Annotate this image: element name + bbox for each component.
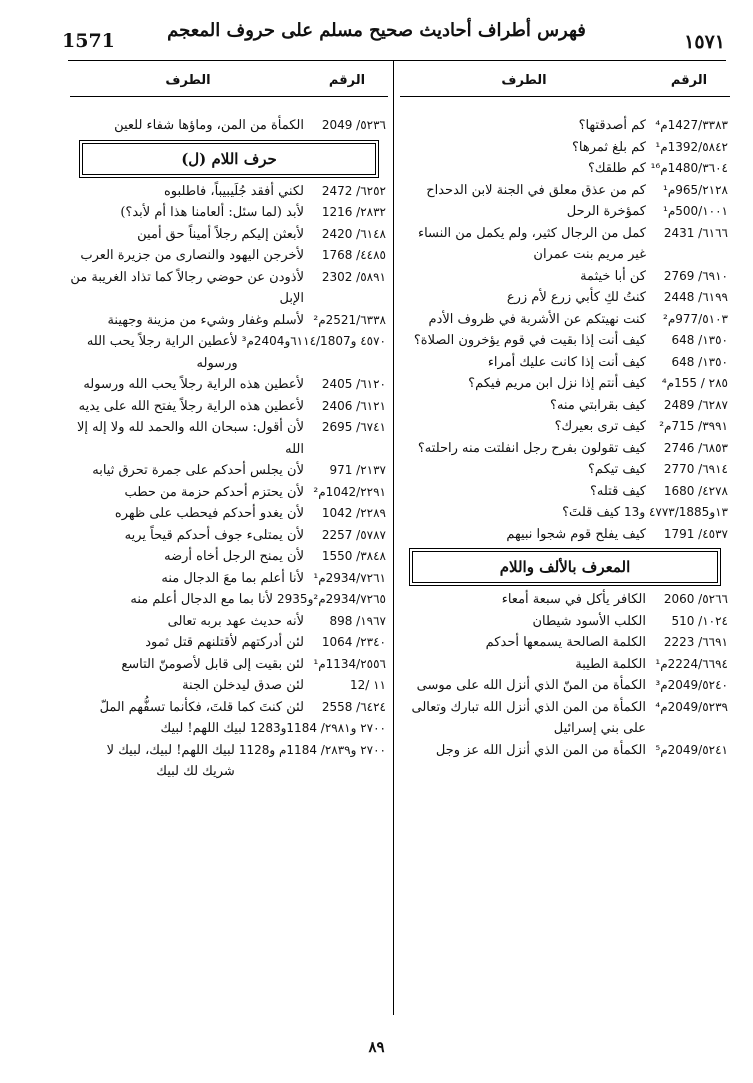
section-heading: حرف اللام (ل) [82, 143, 376, 175]
entry-number: ١٣٥٠/ 648 [671, 354, 728, 369]
page-footer-number: ٨٩ [368, 1038, 385, 1056]
entry-number: ٢١٢٨/965م¹ [663, 182, 728, 197]
entry-text: كيف أنتم إذا نزل ابن مريم فيكم؟ [468, 376, 646, 391]
entry-number: ٥٨٩١/ 2302 [321, 269, 386, 284]
entry-number: ٦٢٥٢/ 2472 [321, 183, 386, 198]
entry-text: كمؤخرة الرحل [566, 204, 646, 219]
entry-text: الكمأة من المن الذي أنزل الله تبارك وتعالى على بني إسرائيل [411, 699, 646, 736]
index-entry [400, 589, 730, 611]
entry-number: ١٩٦٧/ 898 [329, 613, 386, 628]
entry-number: ٢٢٨٩/ 1042 [321, 506, 386, 520]
index-entry [400, 330, 730, 352]
entry-number: ٥٧٨٧/ 2257 [321, 527, 386, 542]
index-entry [70, 525, 388, 547]
entry-number: ٢٨٥ / 155م⁴ [661, 376, 728, 390]
page-header [0, 0, 753, 64]
running-title: فهرس أطراف أحاديث صحيح مسلم على حروف المعجم [167, 20, 586, 41]
entry-number: ٦٧٤١/ 2695 [321, 420, 386, 434]
index-entry [70, 181, 388, 203]
index-entry [400, 697, 730, 740]
entry-number: ٢٧٠٠ و٢٩٨١/ 1184و1283 [250, 721, 386, 735]
index-entry [400, 611, 730, 633]
entry-number: ٧٢٦١/2934م¹ [313, 570, 386, 585]
text-heading: الطرف [165, 72, 211, 88]
entry-text: لأن يغدو أحدكم فيحطب على ظهره [114, 506, 304, 521]
index-entry [70, 202, 388, 224]
header-rule [68, 60, 726, 61]
column-headings [400, 64, 730, 97]
entry-number: ٣٨٤٨/ 1550 [321, 549, 386, 563]
index-entry [70, 224, 388, 246]
entry-number: ٦١٢٠/ 2405 [321, 377, 386, 391]
entry-text: كيف ترى بعيرك؟ [554, 419, 646, 434]
index-entry [70, 503, 388, 525]
entry-number: ٢٥٥٦/1134م¹ [313, 656, 386, 671]
entry-number: ٦٢٨٧/ 2489 [663, 397, 728, 412]
entry-number: ٥٨٤٢/1392م¹ [655, 139, 728, 154]
entry-text: كم طلقك؟ [587, 161, 646, 176]
entry-number: ٦١٢١/ 2406 [321, 398, 386, 413]
index-entry [70, 460, 388, 482]
entry-text: لأنه حديث عهد بربه تعالى [167, 613, 304, 629]
index-entry [400, 740, 730, 762]
index-entry [70, 546, 388, 568]
index-entry [70, 740, 388, 783]
entry-text: الكلب الأسود شيطان [532, 613, 646, 629]
entry-number: ٤٥٣٧/ 1791 [663, 526, 728, 541]
index-entry [400, 287, 730, 309]
entry-number: ٤٤٨٥/ 1768 [321, 248, 386, 262]
entry-number: ٥١٠٣/977م² [663, 311, 728, 326]
entry-number: ٢٧٠٠ و٢٨٣٩/ 1184م و1128 [238, 742, 386, 757]
entry-text: لبيك اللهم! لبيك [160, 721, 247, 736]
entry-number: ١٠٠١/500م¹ [663, 204, 728, 218]
entry-number: ٦٩١٤/ 2770 [663, 462, 728, 476]
entry-text: كيف يفلح قوم شجوا نبيهم [506, 526, 646, 542]
index-entry [70, 245, 388, 267]
index-entry [70, 267, 388, 310]
entry-text: لأنا بما مع الدجال أعلم منه [130, 592, 274, 607]
entry-text: كيف قلتَ؟ [562, 505, 621, 520]
entry-number: ٦٨٥٣/ 2746 [663, 440, 728, 455]
index-entry [70, 482, 388, 504]
entry-number: ٦١٤٨/ 2420 [321, 226, 386, 241]
column-headings [70, 64, 388, 97]
number-heading: الرقم [670, 72, 708, 88]
entry-text: الكمأة من المن، وماؤها شفاء للعين [114, 118, 304, 133]
entry-number: ٦٤٢٤/ 2558 [321, 699, 386, 714]
entry-number: ٦٦٩٤/2224م¹ [655, 656, 728, 671]
entry-text: لأن يحتزم أحدكم حزمة من حطب [124, 484, 304, 500]
column-divider [393, 60, 394, 1015]
index-entry [400, 266, 730, 288]
entry-text: لئن صدق ليدخلن الجنة [182, 678, 304, 693]
text-heading: الطرف [501, 72, 547, 88]
left-column [70, 64, 388, 783]
entry-number: ٢١٣٧/ 971 [329, 463, 386, 477]
entry-text: كم بلغ ثمرها؟ [572, 139, 646, 155]
index-entry [400, 459, 730, 481]
entry-number: ٦٦٩١/ 2223 [663, 635, 728, 649]
index-entry [400, 201, 730, 223]
entry-number: ٣٣٨٣/1427م⁴ [655, 118, 728, 132]
entry-text: لأن يمتلىء جوف أحدكم قيحاً يريه [124, 527, 304, 543]
entry-text: لبيك اللهم! لبيك، لبيك لا شريك لك لبيك [106, 742, 235, 779]
page-number-arabic: ١٥٧١ [684, 31, 725, 53]
index-entry [70, 611, 388, 633]
entry-number: ٦٣٣٨/2521م² [313, 312, 386, 327]
entry-text: الكلمة الصالحة يسمعها أحدكم [485, 635, 646, 650]
page-number-latin: 1571 [62, 30, 115, 52]
index-entry [400, 115, 730, 137]
entry-number: ٥٢٣٦/ 2049 [321, 118, 386, 132]
index-entry [400, 352, 730, 374]
entry-text: كيف قتله؟ [589, 483, 646, 499]
index-entry [70, 417, 388, 460]
entry-text: لأبد (لما سئل: ألعامنا هذا أم لأبد؟) [120, 205, 304, 220]
index-entry [70, 331, 388, 374]
entry-text: لأن أقول: سبحان الله والحمد لله ولا إله إلا الله [76, 420, 304, 457]
entry-number: ٢٢٩١/1042م² [313, 484, 386, 499]
index-entry [400, 416, 730, 438]
index-entry [70, 568, 388, 590]
index-entry [400, 438, 730, 460]
entry-number: ٥٢٤١/2049م⁵ [655, 742, 728, 757]
entry-text: لأبعثن إليكم رجلاً أميناً حق أمين [137, 226, 304, 242]
index-entry [400, 158, 730, 180]
index-entry [70, 697, 388, 719]
entry-number: ٣٦٠٤/1480م¹⁶ [650, 161, 728, 175]
entry-text: لأعطين هذه الراية رجلاً يحب الله ورسوله [83, 377, 304, 392]
entry-number: ٥٢٤٠/2049م³ [655, 678, 728, 692]
index-entry [400, 395, 730, 417]
entry-text: كم من عذق معلق في الجنة لابن الدحداح [426, 182, 646, 198]
entry-number: ١٠٢٤/ 510 [671, 613, 728, 628]
entry-number: ٢٨٣٢/ 1216 [321, 205, 386, 219]
index-entry [400, 632, 730, 654]
entry-text: كن أبا خيثمة [580, 268, 646, 284]
entry-text: لأذودن عن حوضي رجالاً كما تذاد الغريبة من الإبل [70, 269, 304, 306]
entry-text: لأخرجن اليهود والنصارى من جزيرة العرب [80, 248, 304, 263]
entry-number: ١١ /12 [349, 678, 386, 692]
index-entry [400, 524, 730, 546]
index-entry [400, 373, 730, 395]
entry-number: ٤٥٧٠ و٦١١٤/1807و2404م³ [241, 334, 386, 348]
entry-number: ٦٩١٠/ 2769 [663, 268, 728, 283]
entry-text: لئن بقيت إلى قابل لأصومنّ التاسع [121, 656, 304, 672]
right-column [400, 64, 730, 761]
index-entry [70, 632, 388, 654]
entry-text: الكافر يأكل في سبعة أمعاء [501, 592, 646, 607]
entry-number: ٥٢٣٩/2049م⁴ [655, 699, 728, 714]
index-entry [400, 223, 730, 266]
entry-text: لكني أفقد جُلَيبيباً، فاطلبوه [164, 183, 304, 199]
entry-text: لأعطين الراية رجلاً يحب الله ورسوله [86, 334, 238, 371]
index-entry [400, 502, 730, 524]
entry-number: ١٣٥٠/ 648 [671, 333, 728, 347]
index-entry [70, 654, 388, 676]
entry-text: لأعطين هذه الراية رجلاً يفتح الله على يديه [78, 398, 304, 414]
index-entry [400, 137, 730, 159]
entry-text: كيف بقرابتي منه؟ [550, 397, 646, 413]
number-heading: الرقم [328, 72, 366, 88]
entry-number: ٦١٦٦/ 2431 [663, 225, 728, 240]
index-entry [400, 180, 730, 202]
entry-text: لأن يجلس أحدكم على جمرة تحرق ثيابه [92, 463, 304, 478]
index-entry [70, 396, 388, 418]
entry-text: كيف أنت إذا بقيت في قوم يؤخرون الصلاة؟ [413, 333, 646, 348]
index-entry [400, 309, 730, 331]
index-entry [400, 654, 730, 676]
entry-text: كيف تيكم؟ [588, 462, 646, 477]
entry-text: لأن يمنح الرجل أخاه أرضه [164, 549, 304, 564]
entry-text: كنت نهيتكم عن الأشربة في ظروف الأدم [428, 311, 646, 327]
entry-text: كم أصدقتها؟ [578, 118, 646, 133]
entry-number: ١٣و٤٧٧٣/1885 و13 [624, 505, 728, 519]
index-entry [400, 481, 730, 503]
entry-number: ٦١٩٩/ 2448 [663, 290, 728, 304]
entry-text: كيف أنت إذا كانت عليك أمراء [487, 354, 646, 370]
entry-text: الكمأة من المنّ الذي أنزل الله على موسى [416, 678, 646, 693]
index-entry [70, 589, 388, 611]
entry-text: الكلمة الطيبة [575, 656, 646, 672]
entry-number: ٥٢٦٦/ 2060 [663, 592, 728, 606]
entry-text: كيف تقولون بفرح رجل انفلتت منه راحلته؟ [417, 440, 646, 456]
entry-text: لأنا أعلم بما معَ الدجال منه [161, 570, 304, 586]
entry-text: كمل من الرجال كثير، ولم يكمل من النساء غير مريم بنت عمران [417, 225, 646, 262]
index-entry [70, 374, 388, 396]
index-entry [70, 675, 388, 697]
index-entry [70, 115, 388, 137]
entry-text: لأسلم وغفار وشيء من مزينة وجهينة [107, 312, 304, 328]
entry-text: لئن كنتَ كما قلتَ، فكأنما تسفُّهم الملّ [99, 699, 304, 715]
entry-text: الكمأة من المن الذي أنزل الله عز وجل [435, 742, 646, 758]
entry-number: ٧٢٦٥/2934م²و2935 [277, 592, 386, 606]
entry-number: ٣٩٩١/ 715م² [659, 419, 728, 433]
index-entry [400, 675, 730, 697]
entry-text: لئن أدركتهم لأقتلنهم قتل ثمود [145, 635, 304, 650]
entry-number: ٤٢٧٨/ 1680 [663, 483, 728, 498]
entry-number: ٢٣٤٠/ 1064 [321, 635, 386, 649]
index-entry [70, 718, 388, 740]
section-heading: المعرف بالألف واللام [412, 551, 718, 583]
entry-text: كنتُ لكِ كأبي زرع لأم زرع [506, 290, 646, 305]
index-entry [70, 310, 388, 332]
